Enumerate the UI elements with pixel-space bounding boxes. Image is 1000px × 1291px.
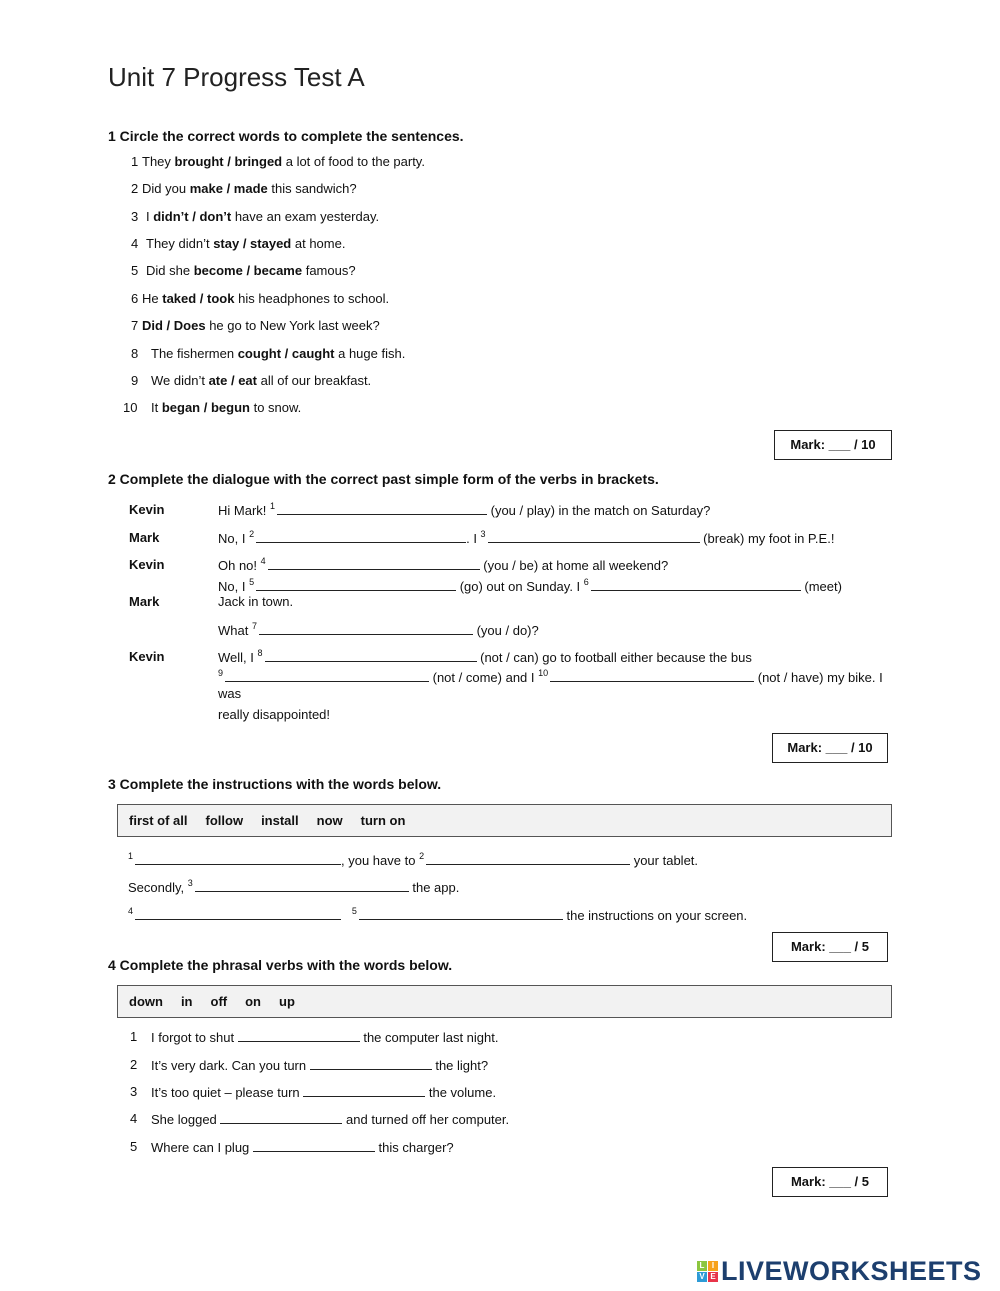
answer-options[interactable]: taked / took [162, 291, 235, 306]
blank-8[interactable] [265, 649, 477, 662]
dialogue-line: No, I $^2$ . I $^3$ (break) my foot in P.E.! [218, 529, 835, 546]
section-3-mark: Mark: ___ / 5 [772, 932, 888, 962]
item-number: 2 [131, 181, 139, 196]
section-2-mark: Mark: ___ / 10 [772, 733, 888, 763]
blank-1[interactable] [277, 502, 487, 515]
word: turn on [360, 813, 406, 828]
blank-10[interactable] [550, 669, 754, 682]
answer-options[interactable]: become / became [193, 263, 303, 278]
item-text: Did / Does he go to New York last week? [142, 318, 380, 333]
answer-options[interactable]: didn’t / don’t [153, 209, 232, 224]
dialogue-line: Oh no! $^4$ (you / be) at home all weekend? [218, 556, 669, 573]
blank[interactable] [238, 1029, 360, 1042]
item-number: 5 [131, 263, 139, 278]
word: first of all [129, 813, 188, 828]
item-number: 5 [130, 1139, 138, 1154]
item-number: 4 [131, 236, 139, 251]
item-number: 2 [130, 1057, 138, 1072]
word-box-4 [117, 985, 892, 1018]
blank-2[interactable] [426, 852, 630, 865]
section-4-heading: 4 Complete the phrasal verbs with the words below. [108, 957, 453, 973]
item-text: Did she become / became famous? [146, 263, 356, 278]
item-text: The fishermen cought / caught a huge fish. [151, 346, 406, 361]
word: down [129, 994, 163, 1009]
item-text: It’s too quiet – please turn the volume. [151, 1085, 497, 1100]
section-4-mark: Mark: ___ / 5 [772, 1167, 888, 1197]
word: follow [205, 813, 244, 828]
item-number: 10 [123, 400, 138, 415]
dialogue-line: No, I $^5$ (go) out on Sunday. I $^6$ (meet) [218, 577, 842, 594]
dialogue-line: What $^7$ (you / do)? [218, 621, 539, 638]
answer-options[interactable]: Did / Does [142, 318, 206, 333]
dialogue-line: really disappointed! [218, 707, 331, 722]
blank-1[interactable] [135, 852, 341, 865]
word: now [316, 813, 343, 828]
answer-options[interactable]: began / begun [161, 400, 250, 415]
blank-9[interactable] [225, 669, 429, 682]
section-1-mark: Mark: ___ / 10 [774, 430, 892, 460]
speaker: Mark [129, 530, 160, 545]
item-text: Where can I plug this charger? [151, 1140, 454, 1155]
blank-5[interactable] [359, 907, 563, 920]
item-number: 6 [131, 291, 139, 306]
item-text: It began / begun to snow. [151, 400, 302, 415]
dialogue-line: $^9$ (not / come) and I $^{10}$ (not / have) my bike. I [218, 668, 883, 685]
speaker: Kevin [129, 502, 165, 517]
word: in [180, 994, 193, 1009]
dialogue-line: Jack in town. [218, 594, 294, 609]
word-box-3 [117, 804, 892, 837]
section-3-heading: 3 Complete the instructions with the words below. [108, 776, 442, 792]
blank-7[interactable] [259, 622, 473, 635]
speaker: Kevin [129, 649, 165, 664]
dialogue-line: Hi Mark! $^1$ (you / play) in the match on Saturday? [218, 501, 711, 518]
blank-3[interactable] [195, 879, 409, 892]
item-text: She logged and turned off her computer. [151, 1112, 510, 1127]
item-number: 7 [131, 318, 139, 333]
answer-options[interactable]: make / made [189, 181, 268, 196]
blank[interactable] [220, 1111, 342, 1124]
speaker: Kevin [129, 557, 165, 572]
instruction-line: $^4$ $^5$ the instructions on your screen. [128, 906, 748, 923]
item-text: They didn’t stay / stayed at home. [146, 236, 346, 251]
answer-options[interactable]: stay / stayed [213, 236, 292, 251]
word: on [245, 994, 261, 1009]
word: off [210, 994, 228, 1009]
item-text: Did you make / made this sandwich? [142, 181, 357, 196]
item-text: I forgot to shut the computer last night. [151, 1030, 499, 1045]
instruction-line: Secondly, $^3$ the app. [128, 878, 460, 895]
word: up [279, 994, 295, 1009]
blank-3[interactable] [488, 530, 700, 543]
item-number: 3 [130, 1084, 138, 1099]
liveworksheets-logo [697, 1256, 982, 1287]
item-number: 3 [131, 209, 139, 224]
page-title: Unit 7 Progress Test A [108, 62, 365, 92]
item-text: It’s very dark. Can you turn the light? [151, 1058, 489, 1073]
blank-5[interactable] [256, 578, 456, 591]
item-number: 1 [131, 154, 139, 169]
answer-options[interactable]: ate / eat [208, 373, 257, 388]
item-text: I didn’t / don’t have an exam yesterday. [146, 209, 380, 224]
item-number: 4 [130, 1111, 138, 1126]
section-1-heading: 1 Circle the correct words to complete the sentences. [108, 128, 464, 144]
instruction-line: $^1$ , you have to $^2$ your tablet. [128, 851, 699, 868]
blank-6[interactable] [591, 578, 801, 591]
blank[interactable] [310, 1057, 432, 1070]
section-2-heading: 2 Complete the dialogue with the correct past simple form of the verbs in brackets. [108, 471, 659, 487]
item-number: 1 [130, 1029, 138, 1044]
live-logo-icon: L I V E [697, 1261, 718, 1282]
word: install [261, 813, 299, 828]
logo-text: LIVEWORKSHEETS [721, 1256, 982, 1286]
item-text: We didn’t ate / eat all of our breakfast. [151, 373, 372, 388]
blank-4[interactable] [135, 907, 341, 920]
blank[interactable] [253, 1139, 375, 1152]
dialogue-line: was [218, 686, 242, 701]
item-text: He taked / took his headphones to school. [142, 291, 390, 306]
dialogue-line: Well, I $^8$ (not / can) go to football either because the bus [218, 648, 752, 665]
answer-options[interactable]: cought / caught [237, 346, 335, 361]
speaker: Mark [129, 594, 160, 609]
item-number: 9 [131, 373, 139, 388]
item-number: 8 [131, 346, 139, 361]
answer-options[interactable]: brought / bringed [174, 154, 283, 169]
blank-4[interactable] [268, 557, 480, 570]
blank[interactable] [303, 1084, 425, 1097]
blank-2[interactable] [256, 530, 466, 543]
item-text: They brought / bringed a lot of food to the party. [142, 154, 425, 169]
